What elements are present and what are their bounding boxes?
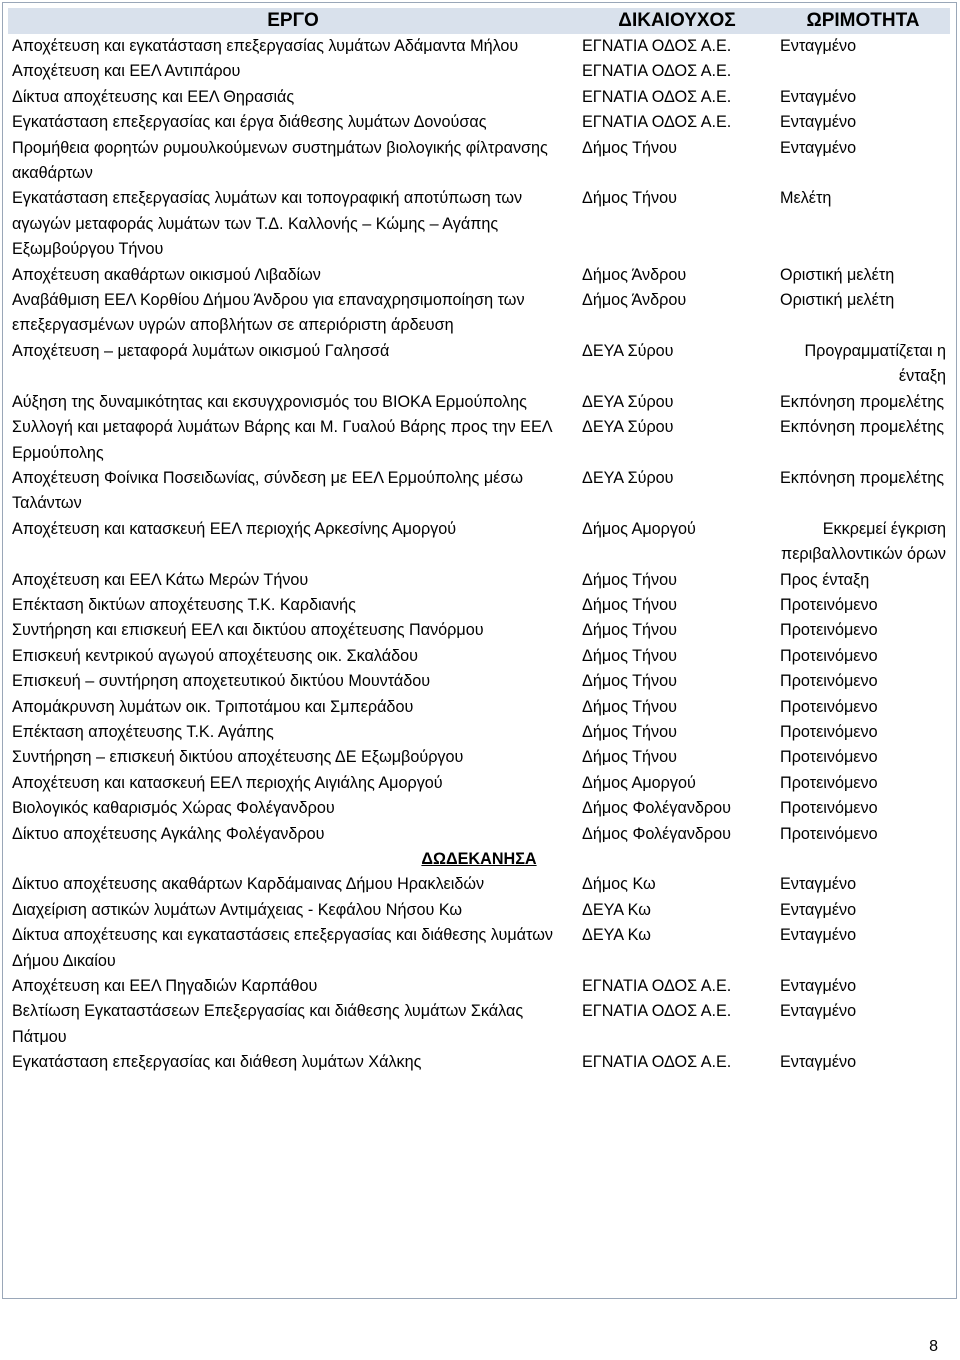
header-project: ΕΡΓΟ [8, 8, 578, 34]
table-row [8, 186, 950, 262]
maturity-cell: Εκπόνηση προμελέτης [780, 468, 945, 487]
project-cell: Επισκευή κεντρικού αγωγού αποχέτευσης οικ. Σκαλάδου [12, 646, 418, 665]
maturity-cell: Ενταγμένο [780, 926, 857, 945]
project-cell: Επέκταση δικτύων αποχέτευσης Τ.Κ. Καρδιανής [12, 595, 356, 614]
project-cell: Εγκατάσταση επεξεργασίας λυμάτων και τοπογραφική αποτύπωση των αγωγών μεταφοράς λυμάτων των Τ.Δ. Καλλονής – Κώμης – Αγάπης Εξωμβούργου Τήνου [12, 189, 523, 259]
header-beneficiary: ΔΙΚΑΙΟΥΧΟΣ [578, 8, 776, 34]
maturity-cell: Ενταγμένο [780, 113, 857, 132]
project-cell: Εγκατάσταση επεξεργασίας και διάθεση λυμάτων Χάλκης [12, 1053, 422, 1072]
beneficiary-cell: ΕΓΝΑΤΙΑ ΟΔΟΣ Α.Ε. [582, 977, 732, 996]
maturity-cell: Προτεινόμενο [780, 824, 878, 843]
table-row [8, 1050, 950, 1075]
beneficiary-cell: ΔΕΥΑ Σύρου [582, 418, 674, 437]
table-row [8, 618, 950, 643]
maturity-cell: Προτεινόμενο [780, 799, 878, 818]
table-row [8, 288, 950, 339]
maturity-cell: Προς ένταξη [780, 570, 870, 589]
project-cell: Αποχέτευση – μεταφορά λυμάτων οικισμού Γαλησσά [12, 341, 390, 360]
beneficiary-cell: ΔΕΥΑ Σύρου [582, 392, 674, 411]
beneficiary-cell: Δήμος Τήνου [582, 621, 677, 640]
project-cell: Εγκατάσταση επεξεργασίας και έργα διάθεσης λυμάτων Δονούσας [12, 113, 487, 132]
beneficiary-cell: Δήμος Τήνου [582, 697, 677, 716]
project-cell: Αποχέτευση και κατασκευή ΕΕΛ περιοχής Αιγιάλης Αμοργού [12, 773, 443, 792]
project-cell: Βιολογικός καθαρισμός Χώρας Φολέγανδρου [12, 799, 335, 818]
table-row [8, 695, 950, 720]
table-row [8, 517, 950, 568]
table-row [8, 59, 950, 84]
maturity-cell: Εκπόνηση προμελέτης [780, 392, 945, 411]
beneficiary-cell: ΕΓΝΑΤΙΑ ΟΔΟΣ Α.Ε. [582, 62, 732, 81]
maturity-cell: Προτεινόμενο [780, 595, 878, 614]
maturity-cell: Μελέτη [780, 189, 832, 208]
project-cell: Δίκτυα αποχέτευσης και ΕΕΛ Θηρασιάς [12, 87, 295, 106]
beneficiary-cell: Δήμος Άνδρου [582, 265, 687, 284]
beneficiary-cell: Δήμος Τήνου [582, 138, 677, 157]
beneficiary-cell: Δήμος Τήνου [582, 189, 677, 208]
project-cell: Αποχέτευση Φοίνικα Ποσειδωνίας, σύνδεση με ΕΕΛ Ερμούπολης μέσω Ταλάντων [12, 468, 524, 513]
project-cell: Συλλογή και μεταφορά λυμάτων Βάρης και Μ. Γυαλού Βάρης προς την ΕΕΛ Ερμούπολης [12, 418, 552, 462]
table-body [8, 34, 950, 1076]
table-row [8, 644, 950, 669]
maturity-cell: Προτεινόμενο [780, 672, 878, 691]
section-row [8, 847, 950, 872]
maturity-cell: Προτεινόμενο [780, 722, 878, 741]
maturity-cell: Ενταγμένο [780, 87, 857, 106]
maturity-cell: Προτεινόμενο [780, 646, 878, 665]
table-row [8, 263, 950, 288]
beneficiary-cell: Δήμος Αμοργού [582, 519, 696, 538]
beneficiary-cell: ΕΓΝΑΤΙΑ ΟΔΟΣ Α.Ε. [582, 113, 732, 132]
beneficiary-cell: Δήμος Τήνου [582, 672, 677, 691]
project-cell: Συντήρηση και επισκευή ΕΕΛ και δικτύου αποχέτευσης Πανόρμου [12, 621, 484, 640]
beneficiary-cell: ΔΕΥΑ Σύρου [582, 468, 674, 487]
table-row [8, 593, 950, 618]
header-maturity: ΩΡΙΜΟΤΗΤΑ [776, 8, 950, 34]
beneficiary-cell: ΕΓΝΑΤΙΑ ΟΔΟΣ Α.Ε. [582, 1002, 732, 1021]
project-cell: Αποχέτευση και εγκατάσταση επεξεργασίας λυμάτων Αδάμαντα Μήλου [12, 37, 519, 55]
table-row [8, 796, 950, 821]
beneficiary-cell: Δήμος Τήνου [582, 595, 677, 614]
table-row [8, 415, 950, 466]
table-row [8, 974, 950, 999]
beneficiary-cell: Δήμος Τήνου [582, 722, 677, 741]
maturity-cell: Προτεινόμενο [780, 773, 878, 792]
beneficiary-cell: ΕΓΝΑΤΙΑ ΟΔΟΣ Α.Ε. [582, 87, 732, 106]
beneficiary-cell: ΔΕΥΑ Κω [582, 900, 651, 919]
maturity-cell: Εκπόνηση προμελέτης [780, 418, 945, 437]
project-cell: Αποχέτευση και ΕΕΛ Πηγαδιών Καρπάθου [12, 977, 318, 996]
project-cell: Αποχέτευση και ΕΕΛ Αντιπάρου [12, 62, 241, 81]
beneficiary-cell: Δήμος Τήνου [582, 570, 677, 589]
maturity-cell: Ενταγμένο [780, 37, 857, 55]
table-row [8, 999, 950, 1050]
project-cell: Αποχέτευση και κατασκευή ΕΕΛ περιοχής Αρκεσίνης Αμοργού [12, 519, 457, 538]
maturity-cell: Προτεινόμενο [780, 697, 878, 716]
table-row [8, 923, 950, 974]
project-cell: Συντήρηση – επισκευή δικτύου αποχέτευσης ΔΕ Εξωμβούργου [12, 748, 464, 767]
maturity-cell: Ενταγμένο [780, 1053, 857, 1072]
beneficiary-cell: Δήμος Αμοργού [582, 773, 696, 792]
maturity-cell: Προτεινόμενο [780, 748, 878, 767]
table-row [8, 771, 950, 796]
maturity-cell: Ενταγμένο [780, 1002, 857, 1021]
project-cell: Δίκτυο αποχέτευσης ακαθάρτων Καρδάμαινας Δήμου Ηρακλειδών [12, 875, 485, 894]
maturity-cell: Ενταγμένο [780, 900, 857, 919]
maturity-cell: Ενταγμένο [780, 875, 857, 894]
beneficiary-cell: Δήμος Άνδρου [582, 291, 687, 310]
beneficiary-cell: ΔΕΥΑ Σύρου [582, 341, 674, 360]
table-row [8, 34, 950, 59]
projects-table [8, 8, 950, 1076]
project-cell: Προμήθεια φορητών ρυμουλκούμενων συστημάτων βιολογικής φίλτρανσης ακαθάρτων [12, 138, 548, 183]
maturity-cell [776, 59, 950, 84]
project-cell: Αποχέτευση ακαθάρτων οικισμού Λιβαδίων [12, 265, 321, 284]
project-cell: Αναβάθμιση ΕΕΛ Κορθίου Δήμου Άνδρου για επαναχρησιμοποίηση των επεξεργασμένων υγρών αποβλήτων σε απεριόριστη άρδευση [12, 291, 525, 335]
project-cell: Επισκευή – συντήρηση αποχετευτικού δικτύου Μουντάδου [12, 672, 431, 691]
maturity-cell: Προτεινόμενο [780, 621, 878, 640]
beneficiary-cell: Δήμος Κω [582, 875, 656, 894]
project-cell: Δίκτυα αποχέτευσης και εγκαταστάσεις επεξεργασίας και διάθεσης λυμάτων Δήμου Δικαίου [12, 926, 553, 970]
beneficiary-cell: Δήμος Τήνου [582, 748, 677, 767]
project-cell: Αποχέτευση και ΕΕΛ Κάτω Μερών Τήνου [12, 570, 309, 589]
maturity-cell: Ενταγμένο [780, 977, 857, 996]
table-row [8, 745, 950, 770]
table-row [8, 568, 950, 593]
table-row [8, 390, 950, 415]
table-row [8, 872, 950, 897]
table-row [8, 669, 950, 694]
beneficiary-cell: Δήμος Φολέγανδρου [582, 824, 731, 843]
table-row [8, 466, 950, 517]
project-cell: Επέκταση αποχέτευσης Τ.Κ. Αγάπης [12, 722, 274, 741]
table-row [8, 898, 950, 923]
maturity-cell: Προγραμματίζεται η ένταξη [804, 341, 946, 386]
beneficiary-cell: Δήμος Φολέγανδρου [582, 799, 731, 818]
table-row [8, 110, 950, 135]
table-row [8, 85, 950, 110]
project-cell: Αύξηση της δυναμικότητας και εκσυγχρονισμός του ΒΙΟΚΑ Ερμούπολης [12, 392, 527, 411]
table-row [8, 339, 950, 390]
page-number: 8 [929, 1338, 938, 1355]
project-cell: Βελτίωση Εγκαταστάσεων Επεξεργασίας και διάθεσης λυμάτων Σκάλας Πάτμου [12, 1002, 524, 1046]
maturity-cell: Ενταγμένο [780, 138, 857, 157]
table-header-row [8, 8, 950, 34]
beneficiary-cell: ΕΓΝΑΤΙΑ ΟΔΟΣ Α.Ε. [582, 37, 732, 55]
beneficiary-cell: ΕΓΝΑΤΙΑ ΟΔΟΣ Α.Ε. [582, 1053, 732, 1072]
project-cell: Διαχείριση αστικών λυμάτων Αντιμάχειας - Κεφάλου Νήσου Κω [12, 900, 463, 919]
project-cell: Δίκτυο αποχέτευσης Αγκάλης Φολέγανδρου [12, 824, 325, 843]
project-cell: Απομάκρυνση λυμάτων οικ. Τριποτάμου και Σμπεράδου [12, 697, 414, 716]
table-row [8, 720, 950, 745]
table-row [8, 822, 950, 847]
maturity-cell: Οριστική μελέτη [780, 265, 895, 284]
maturity-cell: Οριστική μελέτη [780, 291, 895, 310]
section-title: ΔΩΔΕΚΑΝΗΣΑ [421, 850, 537, 868]
table-row [8, 136, 950, 187]
maturity-cell: Εκκρεμεί έγκριση περιβαλλοντικών όρων [781, 519, 946, 564]
beneficiary-cell: ΔΕΥΑ Κω [582, 926, 651, 945]
beneficiary-cell: Δήμος Τήνου [582, 646, 677, 665]
